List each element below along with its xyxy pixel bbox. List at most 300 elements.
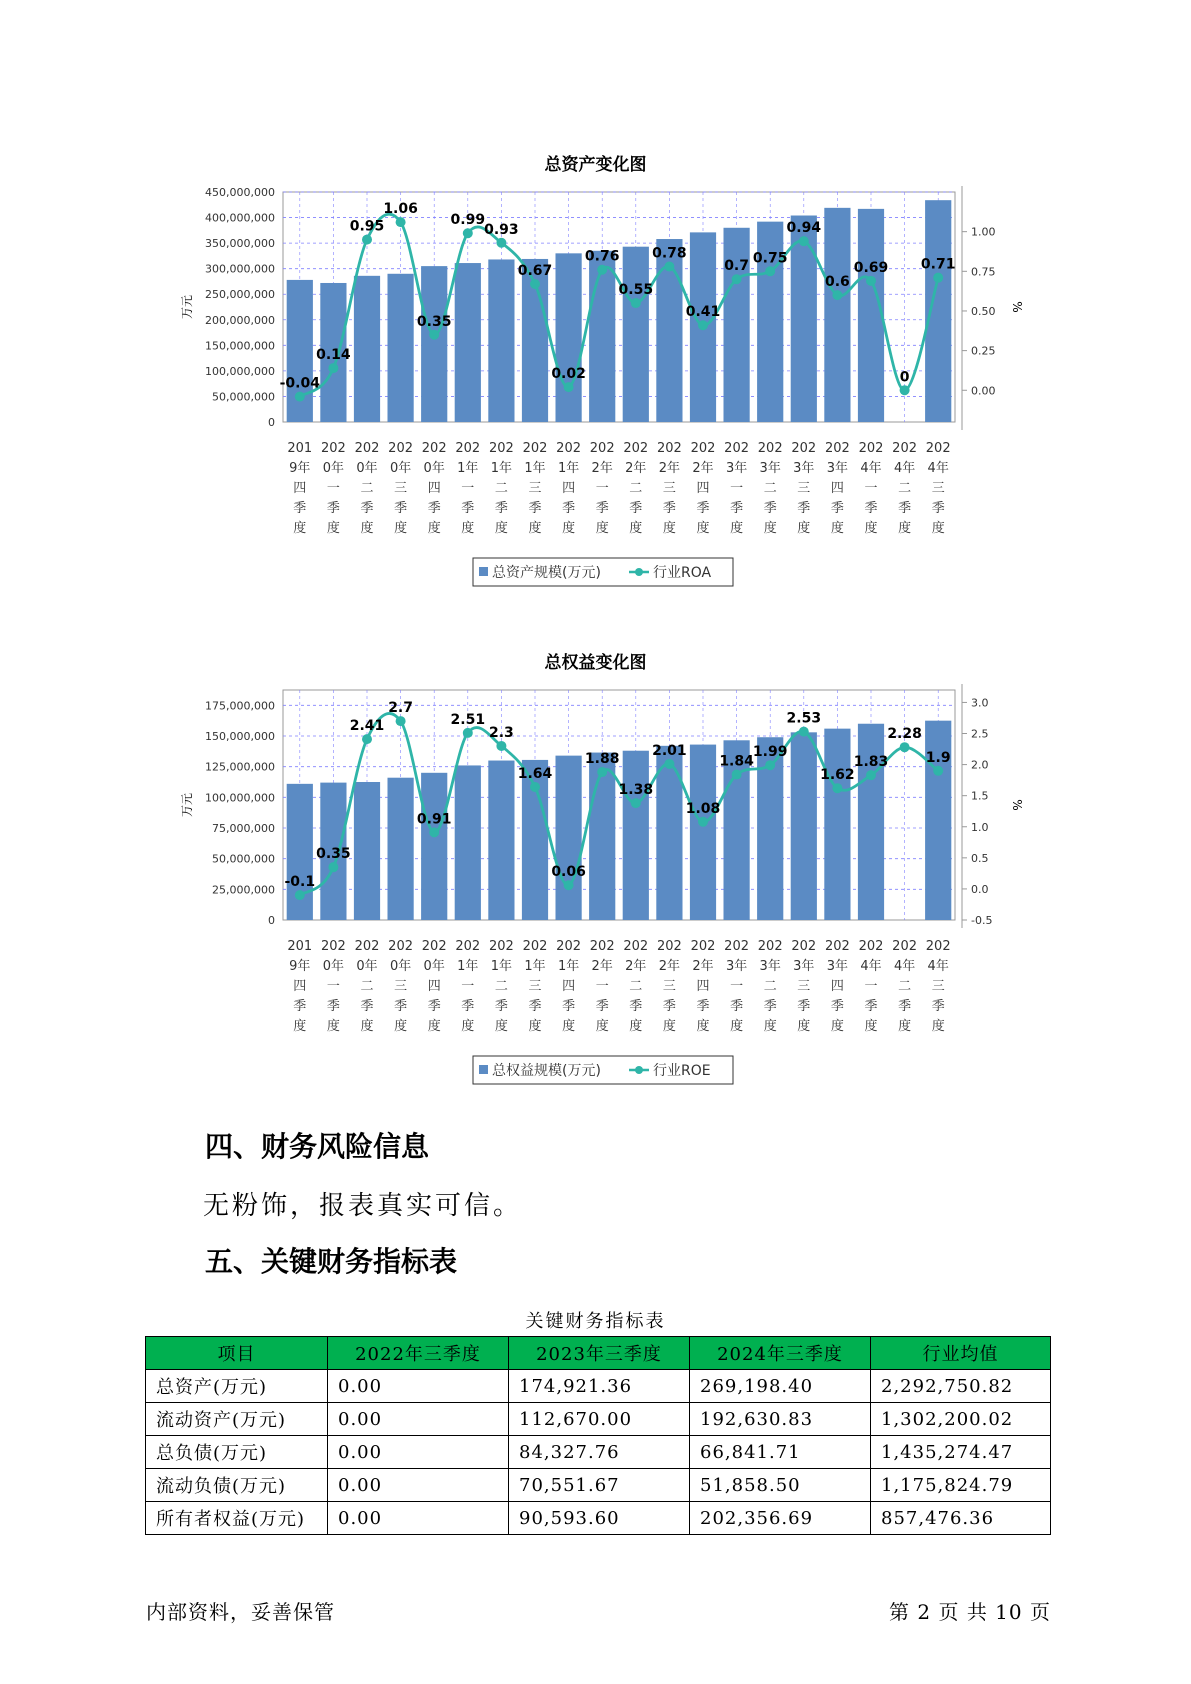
x-tick-label: 季 [427, 999, 441, 1014]
x-tick-label: 季 [730, 501, 744, 516]
x-tick-label: 0年 [389, 461, 412, 476]
x-tick-label: 202 [320, 441, 346, 456]
x-tick-label: 2年 [658, 461, 681, 476]
x-tick-label: 202 [690, 939, 716, 954]
x-tick-label: 度 [931, 521, 945, 536]
x-tick-label: 202 [791, 441, 817, 456]
bar [589, 251, 615, 422]
data-label: 2.7 [388, 700, 414, 717]
line-point [765, 760, 775, 770]
x-tick-label: 季 [931, 501, 945, 516]
line-point [664, 759, 674, 769]
x-tick-label: 度 [763, 521, 777, 536]
table-cell: 1,302,200.02 [871, 1403, 1051, 1436]
y-tick-label: 100,000,000 [205, 791, 275, 805]
table-cell: 2,292,750.82 [871, 1370, 1051, 1403]
x-tick-label: 度 [562, 1019, 576, 1034]
x-tick-label: 4年 [927, 461, 949, 476]
x-tick-label: 度 [394, 521, 408, 536]
x-tick-label: 季 [696, 501, 710, 516]
x-tick-label: 三 [797, 481, 811, 496]
x-tick-label: 度 [830, 521, 844, 536]
x-tick-label: 季 [662, 999, 676, 1014]
table-row [146, 1436, 1051, 1469]
data-label: 1.38 [618, 782, 654, 799]
line-point [295, 890, 305, 900]
x-tick-label: 季 [461, 999, 475, 1014]
x-tick-label: 季 [763, 999, 777, 1014]
x-tick-label: 季 [528, 501, 542, 516]
x-tick-label: 1年 [490, 959, 513, 974]
table-cell: 174,921.36 [509, 1370, 690, 1403]
x-tick-label: 4年 [860, 959, 882, 974]
x-tick-label: 二 [629, 481, 643, 496]
x-tick-label: 202 [623, 441, 649, 456]
x-tick-label: 202 [488, 939, 514, 954]
x-tick-label: 202 [455, 441, 481, 456]
data-label: 1.08 [685, 800, 721, 817]
table-cell: 0.00 [328, 1436, 509, 1469]
x-tick-label: 202 [455, 939, 481, 954]
x-tick-label: 202 [388, 939, 414, 954]
section4-text: 无粉饰，报表真实可信。 [203, 1191, 523, 1221]
x-tick-label: 201 [287, 441, 313, 456]
x-tick-label: 度 [427, 521, 441, 536]
bar [723, 228, 749, 422]
legend-bar-swatch [479, 1065, 488, 1074]
x-tick-label: 1年 [524, 959, 546, 974]
x-tick-label: 季 [898, 501, 912, 516]
y2-tick-label: 0.0 [971, 882, 989, 896]
x-tick-label: 季 [864, 501, 878, 516]
line-point [900, 742, 910, 752]
line-point [328, 363, 338, 373]
table-cell: 流动负债(万元) [146, 1469, 328, 1502]
line-point [496, 238, 506, 248]
table-cell: 857,476.36 [871, 1502, 1051, 1535]
table-cell: 0.00 [328, 1469, 509, 1502]
x-tick-label: 二 [763, 481, 777, 496]
section4-heading: 四、财务风险信息 [205, 1130, 430, 1163]
y2-tick-label: 0.5 [971, 851, 989, 865]
x-tick-label: 202 [757, 939, 783, 954]
data-label: 2.53 [786, 710, 822, 727]
table-row [146, 1370, 1051, 1403]
x-tick-label: 季 [595, 501, 609, 516]
x-tick-label: 度 [394, 1019, 408, 1034]
x-tick-label: 四 [696, 979, 710, 994]
total-equity-chart [0, 678, 1191, 1098]
x-tick-label: 季 [864, 999, 878, 1014]
data-label: 2.3 [488, 724, 514, 741]
x-tick-label: 度 [528, 521, 542, 536]
x-tick-label: 201 [287, 939, 313, 954]
table-cell: 流动资产(万元) [146, 1403, 328, 1436]
x-tick-label: 二 [360, 979, 374, 994]
line-point [900, 385, 910, 395]
x-tick-label: 季 [494, 999, 508, 1014]
x-tick-label: 一 [595, 979, 609, 994]
x-tick-label: 季 [662, 501, 676, 516]
x-tick-label: 202 [858, 939, 884, 954]
x-tick-label: 季 [326, 501, 340, 516]
x-tick-label: 202 [522, 939, 548, 954]
footer-page-number: 第 2 页 共 10 页 [889, 1600, 1051, 1624]
x-tick-label: 度 [427, 1019, 441, 1034]
data-label: 0.95 [349, 218, 385, 235]
x-tick-label: 季 [830, 501, 844, 516]
line-point [396, 716, 406, 726]
x-tick-label: 四 [830, 481, 844, 496]
legend-line-marker [635, 568, 643, 576]
x-tick-label: 季 [830, 999, 844, 1014]
x-tick-label: 二 [360, 481, 374, 496]
line-point [799, 727, 809, 737]
line-point [698, 817, 708, 827]
x-tick-label: 三 [931, 481, 945, 496]
bar [488, 259, 514, 422]
x-tick-label: 4年 [927, 959, 949, 974]
x-tick-label: 202 [488, 441, 514, 456]
y2-tick-label: 0.75 [971, 265, 996, 279]
y-tick-label: 150,000,000 [205, 730, 275, 743]
y2-tick-label: 0.25 [971, 344, 996, 358]
table-cell: 所有者权益(万元) [146, 1502, 328, 1535]
x-tick-label: 四 [293, 979, 307, 994]
x-tick-label: 度 [931, 1019, 945, 1034]
data-label: 0.14 [316, 347, 351, 364]
data-label: 0.02 [551, 366, 586, 383]
x-tick-label: 202 [623, 939, 649, 954]
data-label: 1.84 [719, 753, 754, 770]
line-point [564, 382, 574, 392]
data-label: 1.62 [820, 767, 855, 784]
x-tick-label: 度 [293, 521, 307, 536]
x-tick-label: 一 [461, 979, 475, 994]
x-tick-label: 季 [360, 501, 374, 516]
x-tick-label: 度 [696, 1019, 710, 1034]
line-point [429, 827, 439, 837]
line-point [732, 770, 742, 780]
x-tick-label: 202 [354, 939, 380, 954]
y-tick-label: 100,000,000 [205, 364, 275, 378]
y2-tick-label: 0.50 [971, 304, 996, 318]
x-tick-label: 季 [931, 999, 945, 1014]
x-tick-label: 2年 [625, 461, 647, 476]
y-tick-label: 450,000,000 [205, 186, 275, 199]
x-tick-label: 季 [293, 501, 307, 516]
table-cell: 269,198.40 [690, 1370, 871, 1403]
y-tick-label: 250,000,000 [205, 288, 275, 302]
x-tick-label: 季 [898, 999, 912, 1014]
data-label: 0.67 [517, 263, 553, 279]
line-point [496, 741, 506, 751]
bar [555, 756, 581, 920]
line-point [933, 273, 943, 283]
table-header-cell: 行业均值 [871, 1337, 1051, 1370]
x-tick-label: 2年 [658, 959, 681, 974]
x-tick-label: 季 [595, 999, 609, 1014]
x-tick-label: 0年 [389, 959, 412, 974]
data-label: 0.76 [584, 248, 620, 265]
x-tick-label: 202 [690, 441, 716, 456]
x-tick-label: 202 [892, 939, 918, 954]
x-tick-label: 4年 [893, 959, 916, 974]
y-tick-label: 300,000,000 [205, 262, 275, 276]
x-tick-label: 度 [360, 1019, 374, 1034]
x-tick-label: 度 [562, 521, 576, 536]
x-tick-label: 202 [757, 441, 783, 456]
table-header-cell: 2023年三季度 [509, 1337, 690, 1370]
line-point [631, 298, 641, 308]
table-cell: 1,175,824.79 [871, 1469, 1051, 1502]
bar [623, 751, 649, 920]
line-point [328, 862, 338, 872]
table-row [146, 1403, 1051, 1436]
line-point [664, 262, 674, 272]
table-cell: 51,858.50 [690, 1469, 871, 1502]
x-tick-label: 季 [629, 999, 643, 1014]
data-label: 1.06 [383, 201, 418, 218]
x-tick-label: 季 [562, 501, 576, 516]
line-point [597, 265, 607, 275]
x-tick-label: 202 [589, 441, 615, 456]
data-label: 2.51 [450, 711, 486, 728]
y-tick-label: 0 [268, 914, 275, 927]
data-label: 2.28 [887, 726, 922, 743]
x-tick-label: 二 [898, 481, 912, 496]
table-cell: 202,356.69 [690, 1502, 871, 1535]
x-tick-label: 一 [864, 979, 878, 994]
table-caption: 关键财务指标表 [525, 1311, 666, 1332]
x-tick-label: 季 [427, 501, 441, 516]
x-tick-label: 度 [763, 1019, 777, 1034]
table-cell: 1,435,274.47 [871, 1436, 1051, 1469]
y-tick-label: 150,000,000 [205, 339, 275, 353]
x-tick-label: 3年 [759, 461, 781, 476]
y-axis-title: 万元 [180, 294, 194, 320]
x-tick-label: 202 [791, 939, 817, 954]
x-tick-label: 三 [528, 979, 542, 994]
chart1-title: 总资产变化图 [544, 155, 647, 175]
x-tick-label: 3年 [826, 959, 849, 974]
x-tick-label: 季 [394, 999, 408, 1014]
y-tick-label: 25,000,000 [212, 883, 275, 897]
x-tick-label: 3年 [826, 461, 849, 476]
x-tick-label: 202 [320, 939, 346, 954]
y-tick-label: 125,000,000 [205, 760, 275, 774]
x-tick-label: 三 [662, 979, 676, 994]
line-point [362, 734, 372, 744]
x-tick-label: 三 [662, 481, 676, 496]
y-axis-title: 万元 [180, 792, 194, 818]
bar [387, 274, 413, 422]
bar [421, 266, 447, 422]
y2-tick-label: 1.00 [971, 225, 996, 239]
x-tick-label: 季 [696, 999, 710, 1014]
table-header-row [146, 1337, 1051, 1370]
data-label: 1.64 [517, 765, 553, 782]
bar [824, 208, 850, 422]
bar [455, 765, 481, 920]
x-tick-label: 四 [427, 979, 441, 994]
x-tick-label: 0年 [322, 959, 345, 974]
x-tick-label: 1年 [557, 959, 580, 974]
x-tick-label: 季 [730, 999, 744, 1014]
table-cell: 90,593.60 [509, 1502, 690, 1535]
line-point [765, 266, 775, 276]
x-tick-label: 3年 [759, 959, 781, 974]
line-point [799, 236, 809, 246]
data-label: 0.94 [786, 220, 822, 237]
bar [589, 753, 615, 920]
x-tick-label: 2年 [591, 461, 613, 476]
table-header-cell: 项目 [146, 1337, 328, 1370]
legend-line-label: 行业ROE [653, 1063, 711, 1079]
x-tick-label: 季 [494, 501, 508, 516]
x-tick-label: 1年 [490, 461, 513, 476]
legend-bar-label: 总权益规模(万元) [492, 1063, 601, 1079]
x-tick-label: 度 [662, 1019, 676, 1034]
x-tick-label: 一 [730, 481, 744, 496]
table-header-cell: 2022年三季度 [328, 1337, 509, 1370]
bar [354, 782, 380, 920]
data-label: 0.99 [450, 212, 486, 229]
data-label: 1.83 [853, 754, 889, 771]
x-tick-label: 度 [629, 521, 643, 536]
x-tick-label: 度 [326, 521, 340, 536]
x-tick-label: 度 [595, 521, 609, 536]
legend-line-label: 行业ROA [653, 565, 712, 581]
x-tick-label: 0年 [356, 461, 378, 476]
x-tick-label: 季 [797, 999, 811, 1014]
y2-tick-label: 1.5 [971, 789, 989, 803]
y2-tick-label: 3.0 [971, 696, 989, 710]
x-tick-label: 度 [898, 1019, 912, 1034]
x-tick-label: 季 [763, 501, 777, 516]
x-tick-label: 一 [864, 481, 878, 496]
x-tick-label: 度 [864, 1019, 878, 1034]
x-tick-label: 度 [696, 521, 710, 536]
data-label: 0.7 [724, 258, 750, 275]
line-point [866, 276, 876, 286]
y-tick-label: 175,000,000 [205, 699, 275, 713]
total-assets-chart [0, 180, 1191, 600]
x-tick-label: 四 [562, 979, 576, 994]
x-tick-label: 度 [797, 521, 811, 536]
x-tick-label: 1年 [524, 461, 546, 476]
x-tick-label: 季 [293, 999, 307, 1014]
bar [690, 745, 716, 920]
x-tick-label: 度 [461, 1019, 475, 1034]
x-tick-label: 度 [461, 521, 475, 536]
line-point [832, 783, 842, 793]
x-tick-label: 202 [656, 939, 682, 954]
x-tick-label: 202 [724, 939, 750, 954]
bar [791, 732, 817, 920]
y-tick-label: 400,000,000 [205, 211, 275, 225]
table-row [146, 1469, 1051, 1502]
data-label: 0.55 [618, 282, 654, 299]
line-point [564, 880, 574, 890]
y2-tick-label: -0.5 [971, 914, 993, 927]
data-label: 0.35 [416, 313, 452, 330]
legend-bar-swatch [479, 567, 488, 576]
table-cell: 0.00 [328, 1502, 509, 1535]
table-cell: 84,327.76 [509, 1436, 690, 1469]
x-tick-label: 1年 [457, 959, 479, 974]
line-point [698, 320, 708, 330]
line-point [866, 770, 876, 780]
x-tick-label: 202 [858, 441, 884, 456]
x-tick-label: 二 [494, 481, 508, 496]
x-tick-label: 一 [461, 481, 475, 496]
table-cell: 70,551.67 [509, 1469, 690, 1502]
y-tick-label: 350,000,000 [205, 237, 275, 251]
y2-tick-label: 0.00 [971, 384, 996, 398]
x-tick-label: 9年 [289, 461, 311, 476]
x-tick-label: 三 [797, 979, 811, 994]
line-point [530, 279, 540, 289]
data-label: 2.01 [652, 742, 687, 759]
line-point [530, 782, 540, 792]
x-tick-label: 四 [696, 481, 710, 496]
x-tick-label: 度 [797, 1019, 811, 1034]
y-tick-label: 200,000,000 [205, 313, 275, 327]
x-tick-label: 2年 [625, 959, 647, 974]
x-tick-label: 一 [730, 979, 744, 994]
x-tick-label: 4年 [893, 461, 916, 476]
bar [421, 773, 447, 920]
x-tick-label: 度 [293, 1019, 307, 1034]
x-tick-label: 0年 [322, 461, 345, 476]
table-cell: 112,670.00 [509, 1403, 690, 1436]
y2-tick-label: 2.5 [971, 727, 989, 741]
line-point [597, 767, 607, 777]
x-tick-label: 度 [830, 1019, 844, 1034]
x-tick-label: 二 [898, 979, 912, 994]
bar [488, 761, 514, 920]
data-label: 0.78 [652, 245, 687, 262]
x-tick-label: 202 [556, 441, 582, 456]
x-tick-label: 202 [421, 939, 447, 954]
x-tick-label: 2年 [591, 959, 613, 974]
y2-axis-title: % [1010, 799, 1024, 811]
data-label: 0.75 [752, 250, 788, 267]
x-tick-label: 202 [925, 939, 951, 954]
line-point [732, 274, 742, 284]
data-label: 2.41 [349, 718, 385, 735]
x-tick-label: 度 [360, 521, 374, 536]
x-tick-label: 季 [326, 999, 340, 1014]
data-label: 0.06 [551, 864, 586, 881]
x-tick-label: 2年 [692, 461, 714, 476]
x-tick-label: 3年 [793, 959, 815, 974]
x-tick-label: 202 [892, 441, 918, 456]
x-tick-label: 度 [898, 521, 912, 536]
line-point [396, 217, 406, 227]
bar [824, 729, 850, 920]
legend-bar-label: 总资产规模(万元) [492, 565, 601, 581]
y2-axis-title: % [1010, 301, 1024, 313]
table-cell: 总资产(万元) [146, 1370, 328, 1403]
x-tick-label: 度 [864, 521, 878, 536]
footer-left: 内部资料，妥善保管 [146, 1600, 335, 1624]
x-tick-label: 202 [589, 939, 615, 954]
data-label: 1.99 [752, 744, 788, 761]
bar [858, 209, 884, 422]
section5-heading: 五、关键财务指标表 [205, 1245, 458, 1278]
